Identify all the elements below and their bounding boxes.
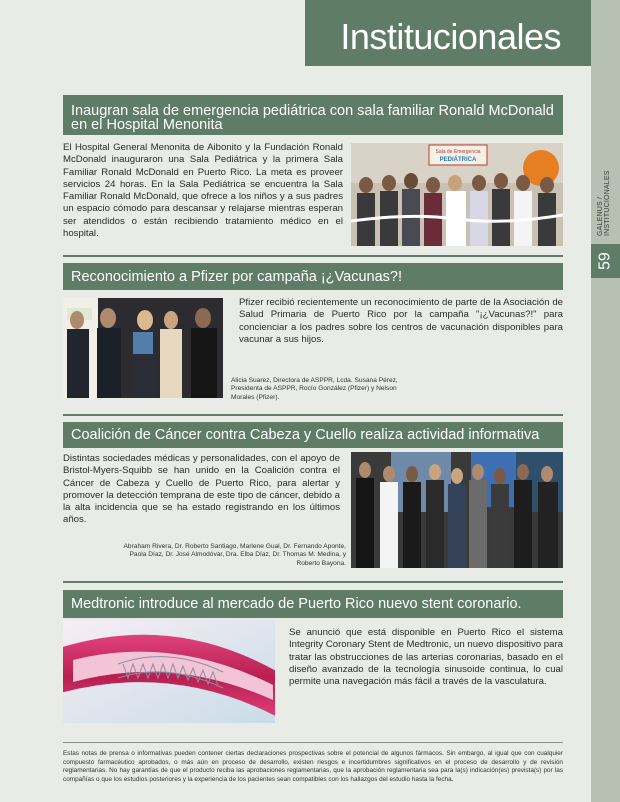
- article-4-header: [63, 590, 563, 618]
- article-1-header: [63, 95, 563, 135]
- article-2-divider: [63, 414, 563, 416]
- legal-footnote: Estas notas de prensa o informativas pueden contener ciertas declaraciones prospectivas sobre el potencial de algunos fármacos. Sin embargo, al igual que con cualquier compuesto farmacéutico aprobados, o más aún en proceso de desarrollo, existen riesgos e incertidumbres significativos en el proceso de desarrollo y de revisión reglamentarias. No hay garantías de que el producto reciba las aprobaciones reglamentarias, que la aprobación reglamentaria sea para la(s) indicación(es) prevista(s) por las compañías o que los estudios posteriores y la experiencia de los pacientes sean compatibles con los hallazgos del estudio hasta la fecha.: [63, 750, 563, 783]
- sign-line-1: Sala de Emergencia: [435, 149, 481, 155]
- award-photo: [63, 298, 223, 398]
- article-1-title: Inaugran sala de emergencia pediátrica con sala familiar Ronald McDonald en el Hospital Menonita: [71, 103, 554, 133]
- article-3-divider: [63, 581, 563, 583]
- side-section-label: GALENUS / INSTITUCIONALES: [597, 170, 611, 236]
- group-photo: [351, 452, 563, 568]
- article-4-photo: [63, 620, 275, 723]
- page-number: 59: [596, 252, 614, 270]
- article-4-body: Se anunció que está disponible en Puerto Rico el sistema Integrity Coronary Stent de Medtronic, un nuevo dispositivo para tratar las obstrucciones de las arterias coronarias, basado en el diseño avanzado de la tecnología sinusoide continua, lo cual permite una navegación más fácil a través de la vasculatura.: [289, 627, 563, 688]
- article-2-header: [63, 263, 563, 290]
- article-2-body: Pfizer recibió recientemente un reconocimiento de parte de la Asociación de Salud Primaria de Puerto Rico por la campaña "¡¿Vacunas?!" para concienciar a los padres sobre los centros de vacunación disponibles para vacunar a sus hijos.: [239, 297, 563, 345]
- article-3-title: Coalición de Cáncer contra Cabeza y Cuello realiza actividad informativa: [71, 427, 540, 443]
- article-3-photo: [351, 452, 563, 568]
- article-2-caption: Alicia Suarez, Directora de ASPPR, Lcda. Susana Pérez, Presidenta de ASPPR, Rocío González (Pfizer) y Nelson Morales (Pfizer).: [231, 377, 398, 401]
- ribbon-cutting-photo: [351, 143, 563, 246]
- section-header-band: [305, 0, 591, 66]
- side-strip: [591, 0, 620, 802]
- article-1-divider: [63, 255, 563, 257]
- article-3-body: Distintas sociedades médicas y personalidades, con el apoyo de Bristol-Myers-Squibb se han unido en la Coalición contra el Cáncer de Cabeza y Cuello de Puerto Rico, para alertar y promover la detección temprana de este tipo de cáncer, debido a la alta incidencia que se ha estado registrando en los últimos años.: [63, 453, 340, 526]
- article-1-body: El Hospital General Menonita de Aibonito y la Fundación Ronald McDonald inauguraron una Sala Pediátrica y la primera Sala Familiar Ronald McDonald en Puerto Rico. La meta es proveer servicios 24 horas. En la Sala Pediátrica se encuentra la Sala Familiar Ronald McDonald, que ofrece a los niños y a sus padres un espacio cómodo para descansar y relajarse mientras esperan ser atendidos o están recibiendo tratamiento médico en el hospital.: [63, 142, 343, 240]
- sign-line-2: PEDIÁTRICA: [439, 157, 477, 163]
- stent-illustration: [63, 620, 275, 723]
- article-1-photo: [351, 143, 563, 246]
- footnote-divider: [63, 742, 563, 743]
- article-4-title: Medtronic introduce al mercado de Puerto Rico nuevo stent coronario.: [71, 596, 522, 612]
- page-number-tab: [591, 244, 620, 278]
- article-3-caption: Abraham Rivera, Dr. Roberto Santiago, Marlene Gual, Dr. Fernando Aponte, Paola Díaz, Dr. José Almodóvar, Dra. Elba Díaz, Dr. Thomas M. Medina, y Roberto Bayona.: [123, 543, 346, 567]
- article-3-header: [63, 422, 563, 448]
- article-2-title: Reconocimiento a Pfizer por campaña ¡¿Vacunas?!: [71, 269, 402, 285]
- article-2-photo: [63, 298, 223, 398]
- page-title: Institucionales: [340, 16, 561, 57]
